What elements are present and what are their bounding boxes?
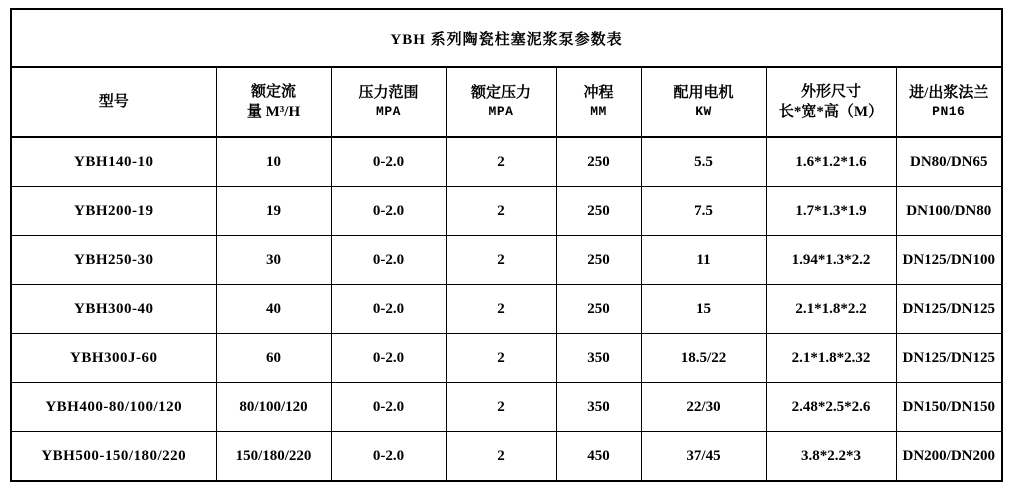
cell-flange: DN125/DN100 [896,236,1002,285]
column-header-model [11,67,216,137]
cell-motor: 11 [641,236,766,285]
cell-dimensions: 1.6*1.2*1.6 [766,137,896,187]
cell-rated-pressure: 2 [446,137,556,187]
column-header-dimensions-line2: 长*宽*高（M） [778,104,884,120]
column-header-model-line1: 型号 [98,93,129,110]
column-header-stroke-line2: MM [590,104,607,120]
column-header-rated-pressure-line2: MPA [488,104,514,120]
cell-flange: DN200/DN200 [896,432,1002,482]
table-row [11,334,1002,383]
cell-stroke: 250 [556,285,641,334]
table-row [11,187,1002,236]
cell-flow: 10 [216,137,331,187]
column-header-pressure-range-line1: 压力范围 [358,85,419,102]
page-title: YBH 系列陶瓷柱塞泥浆泵参数表 [11,9,1002,67]
cell-motor: 18.5/22 [641,334,766,383]
column-header-flange-line2: PN16 [932,104,966,120]
cell-model: YBH250-30 [11,236,216,285]
cell-stroke: 250 [556,187,641,236]
cell-dimensions: 1.7*1.3*1.9 [766,187,896,236]
cell-motor: 7.5 [641,187,766,236]
cell-rated-pressure: 2 [446,285,556,334]
cell-rated-pressure: 2 [446,432,556,482]
cell-flow: 60 [216,334,331,383]
cell-rated-pressure: 2 [446,187,556,236]
cell-rated-pressure: 2 [446,334,556,383]
table-row [11,236,1002,285]
column-header-rated-pressure-line1: 额定压力 [470,85,531,102]
column-header-stroke [556,67,641,137]
cell-flow: 80/100/120 [216,383,331,432]
table-body [11,137,1002,481]
column-header-dimensions [766,67,896,137]
table-header [11,9,1002,137]
cell-dimensions: 2.1*1.8*2.32 [766,334,896,383]
cell-model: YBH140-10 [11,137,216,187]
cell-dimensions: 3.8*2.2*3 [766,432,896,482]
cell-stroke: 450 [556,432,641,482]
cell-flange: DN125/DN125 [896,334,1002,383]
cell-model: YBH300-40 [11,285,216,334]
cell-stroke: 350 [556,383,641,432]
cell-dimensions: 2.1*1.8*2.2 [766,285,896,334]
specification-table [10,8,1003,482]
cell-flow: 150/180/220 [216,432,331,482]
cell-model: YBH200-19 [11,187,216,236]
cell-stroke: 350 [556,334,641,383]
column-header-motor-line1: 配用电机 [673,85,734,102]
column-header-pressure-range [331,67,446,137]
column-header-dimensions-line1: 外形尺寸 [800,83,861,100]
cell-dimensions: 1.94*1.3*2.2 [766,236,896,285]
cell-flange: DN80/DN65 [896,137,1002,187]
column-header-flow-line2: 量 M³/H [246,104,301,120]
cell-model: YBH500-150/180/220 [11,432,216,482]
cell-pressure-range: 0-2.0 [331,334,446,383]
cell-stroke: 250 [556,137,641,187]
column-header-rated-pressure [446,67,556,137]
cell-model: YBH400-80/100/120 [11,383,216,432]
column-header-flow [216,67,331,137]
title-row [11,9,1002,67]
cell-pressure-range: 0-2.0 [331,383,446,432]
column-header-motor-line2: KW [695,104,712,120]
cell-dimensions: 2.48*2.5*2.6 [766,383,896,432]
table-row [11,285,1002,334]
column-header-flow-line1: 额定流 [250,83,296,100]
cell-rated-pressure: 2 [446,236,556,285]
column-header-row [11,67,1002,137]
cell-model: YBH300J-60 [11,334,216,383]
cell-flange: DN150/DN150 [896,383,1002,432]
cell-stroke: 250 [556,236,641,285]
cell-flow: 19 [216,187,331,236]
cell-motor: 22/30 [641,383,766,432]
cell-motor: 5.5 [641,137,766,187]
cell-pressure-range: 0-2.0 [331,285,446,334]
cell-pressure-range: 0-2.0 [331,187,446,236]
cell-motor: 15 [641,285,766,334]
cell-motor: 37/45 [641,432,766,482]
cell-pressure-range: 0-2.0 [331,432,446,482]
table-row [11,432,1002,482]
cell-pressure-range: 0-2.0 [331,236,446,285]
cell-flow: 40 [216,285,331,334]
column-header-pressure-range-line2: MPA [376,104,401,120]
column-header-flange [896,67,1002,137]
column-header-flange-line1: 进/出浆法兰 [909,85,989,102]
cell-pressure-range: 0-2.0 [331,137,446,187]
column-header-motor [641,67,766,137]
cell-flange: DN125/DN125 [896,285,1002,334]
cell-flow: 30 [216,236,331,285]
table-row [11,137,1002,187]
table-row [11,383,1002,432]
cell-flange: DN100/DN80 [896,187,1002,236]
cell-rated-pressure: 2 [446,383,556,432]
column-header-stroke-line1: 冲程 [583,85,614,102]
